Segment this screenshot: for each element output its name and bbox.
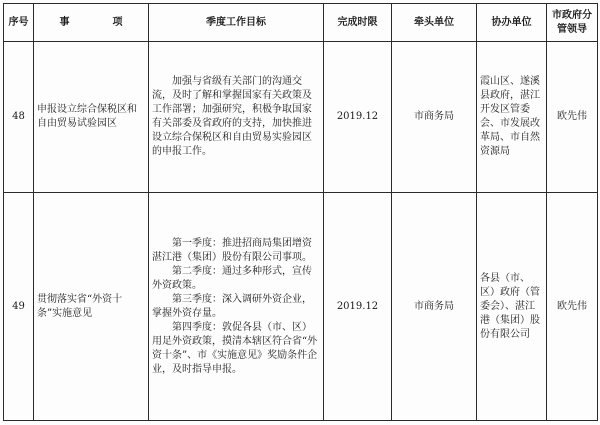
row-no: 49 bbox=[4, 193, 34, 421]
goal-q3: 第三季度：深入调研外资企业，掌握外资存量。 bbox=[152, 293, 312, 319]
row-goal bbox=[149, 42, 324, 193]
header-deadline: 完成时限 bbox=[324, 4, 392, 42]
goal-paragraph: 加强与省级有关部门的沟通交流，及时了解和掌握国家有关政策及工作部署；加强研究，积极争取国家有关部委及省政府的支持，加快推进设立综合保税区和自由贸易实验园区的申报工作。 bbox=[152, 76, 312, 158]
table-header-row bbox=[4, 4, 598, 42]
table-row bbox=[4, 42, 598, 193]
row-no: 48 bbox=[4, 42, 34, 193]
header-item-a: 事 bbox=[59, 16, 70, 28]
goal-q1: 第一季度：推进招商局集团增资湛江港（集团）股份有限公司事项。 bbox=[152, 237, 312, 263]
header-item bbox=[34, 4, 149, 42]
row-leader: 欧先伟 bbox=[547, 193, 598, 421]
goal-q4: 第四季度：敦促各县（市、区）用足外资政策，摸清本辖区符合省“外资十条”、市《实施意见》奖励条件企业，及时指导申报。 bbox=[152, 321, 318, 375]
header-assist: 协办单位 bbox=[477, 4, 547, 42]
row-lead: 市商务局 bbox=[392, 42, 477, 193]
row-item: 申报设立综合保税区和自由贸易试验园区 bbox=[34, 42, 149, 193]
header-goal: 季度工作目标 bbox=[149, 4, 324, 42]
row-leader: 欧先伟 bbox=[547, 42, 598, 193]
row-deadline: 2019.12 bbox=[324, 42, 392, 193]
header-leader: 市政府分管领导 bbox=[547, 4, 598, 42]
header-no: 序号 bbox=[4, 4, 34, 42]
row-assist: 各县（市、区）政府（管委会）、湛江港（集团）股份有限公司 bbox=[477, 193, 547, 421]
task-table bbox=[3, 3, 598, 421]
row-lead: 市商务局 bbox=[392, 193, 477, 421]
header-lead: 牵头单位 bbox=[392, 4, 477, 42]
goal-q2: 第二季度：通过多种形式，宣传外资政策。 bbox=[152, 265, 312, 291]
row-deadline: 2019.12 bbox=[324, 193, 392, 421]
row-goal bbox=[149, 193, 324, 421]
row-assist: 霞山区、遂溪县政府，湛江开发区管委会、市发展改革局、市自然资源局 bbox=[477, 42, 547, 193]
row-item: 贯彻落实省“外资十条”实施意见 bbox=[34, 193, 149, 421]
table-row bbox=[4, 193, 598, 421]
header-item-b: 项 bbox=[112, 16, 123, 28]
